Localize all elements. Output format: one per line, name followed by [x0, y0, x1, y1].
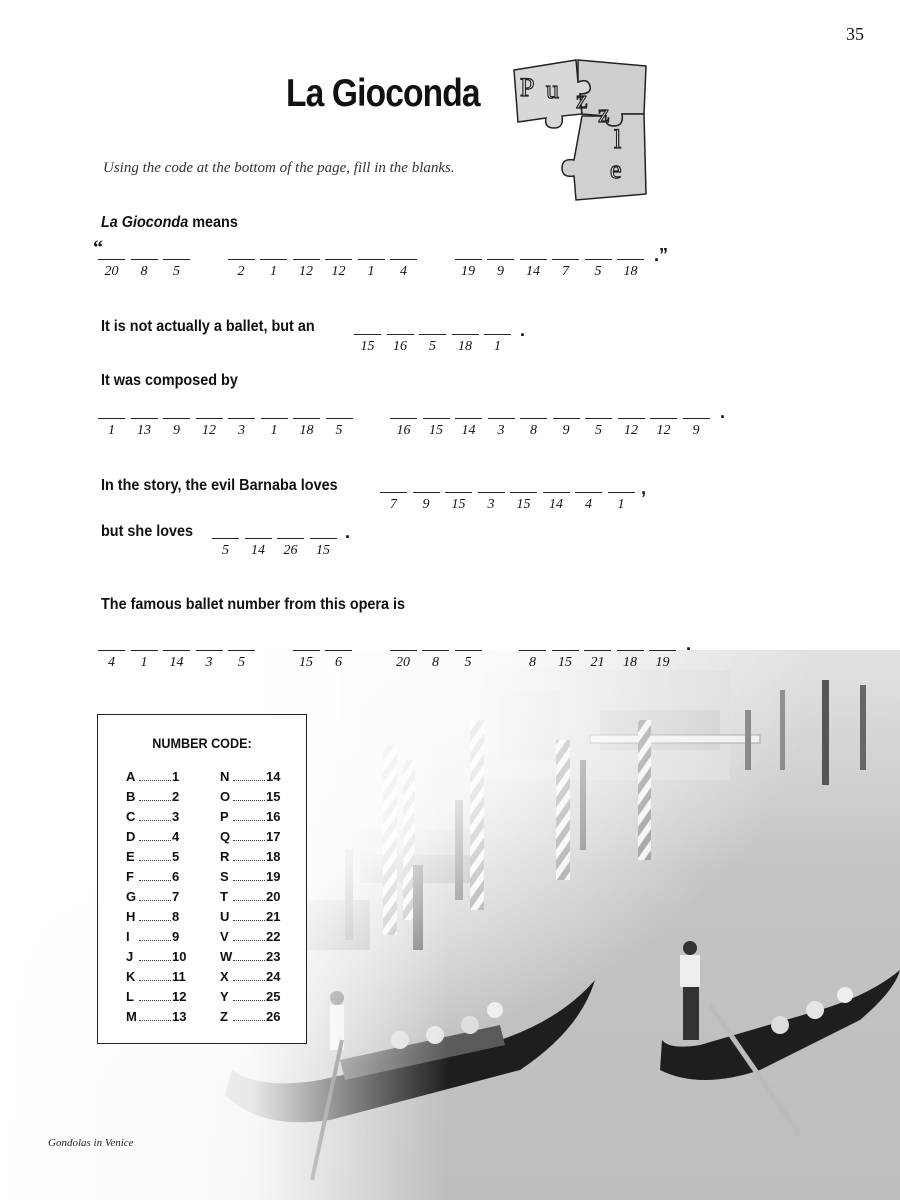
code-letter: Z [220, 1009, 228, 1024]
code-leader-dots [139, 880, 171, 881]
letter-blank[interactable]: 1 [131, 650, 158, 670]
code-leader-dots [233, 860, 265, 861]
code-letter: J [126, 949, 134, 964]
letter-blank[interactable]: 6 [325, 650, 352, 670]
code-leader-dots [233, 900, 265, 901]
code-letter: K [126, 969, 136, 984]
letter-blank[interactable]: 9 [413, 492, 440, 512]
code-leader-dots [139, 860, 171, 861]
letter-blank[interactable]: 4 [390, 259, 417, 279]
word-gap [487, 650, 519, 670]
code-letter: F [126, 869, 134, 884]
code-letter: L [126, 989, 134, 1004]
code-entry [126, 969, 186, 989]
code-number: 21 [266, 909, 281, 924]
letter-blank[interactable]: 9 [683, 418, 710, 438]
code-letter: R [220, 849, 230, 864]
code-letter: M [126, 1009, 137, 1024]
letter-blank[interactable]: 5 [585, 418, 612, 438]
code-letter: H [126, 909, 136, 924]
letter-blank[interactable]: 15 [310, 538, 337, 558]
letter-blank[interactable]: 16 [387, 334, 414, 354]
code-leader-dots [139, 780, 171, 781]
question-2-punct: . [520, 320, 526, 340]
letter-blank[interactable]: 8 [519, 650, 546, 670]
letter-blank[interactable]: 2 [228, 259, 255, 279]
question-2-text: It is not actually a ballet, but an [101, 318, 315, 335]
letter-blank[interactable]: 3 [228, 418, 255, 438]
code-entry [220, 889, 280, 909]
question-6-text: The famous ballet number from this opera is [101, 596, 406, 613]
code-number: 18 [266, 849, 281, 864]
code-leader-dots [233, 880, 265, 881]
word-gap [358, 650, 390, 670]
code-leader-dots [139, 1020, 171, 1021]
question-4-text: In the story, the evil Barnaba loves [101, 477, 338, 494]
code-number: 8 [172, 909, 180, 924]
letter-blank[interactable]: 4 [98, 650, 125, 670]
letter-blank[interactable]: 20 [390, 650, 417, 670]
code-leader-dots [233, 1020, 265, 1021]
letter-blank[interactable]: 12 [650, 418, 677, 438]
code-leader-dots [233, 800, 265, 801]
puzzle-letter: u [546, 75, 559, 104]
code-letter: V [220, 929, 229, 944]
letter-blank[interactable]: 18 [452, 334, 479, 354]
letter-blank[interactable]: 1 [98, 418, 125, 438]
code-leader-dots [233, 940, 265, 941]
code-entry [126, 829, 186, 849]
code-entry [126, 769, 186, 789]
code-entry [126, 809, 186, 829]
page-number: 35 [846, 24, 864, 44]
letter-blank[interactable]: 15 [552, 650, 579, 670]
code-letter: E [126, 849, 135, 864]
code-letter: U [220, 909, 230, 924]
code-entry [220, 929, 280, 949]
answer-blanks-4 [380, 492, 640, 512]
answer-blanks-2 [354, 334, 517, 354]
code-letter: P [220, 809, 229, 824]
letter-blank[interactable]: 15 [293, 650, 320, 670]
open-quote: “ [93, 237, 103, 259]
puzzle-letter: z [576, 85, 588, 114]
letter-blank[interactable]: 3 [478, 492, 505, 512]
letter-blank[interactable]: 5 [455, 650, 482, 670]
code-leader-dots [139, 920, 171, 921]
letter-blank[interactable]: 8 [520, 418, 547, 438]
answer-blanks-6 [98, 650, 682, 670]
question-3-text: It was composed by [101, 372, 238, 389]
question-1-text [101, 214, 238, 232]
code-entry [220, 829, 280, 849]
code-leader-dots [139, 980, 171, 981]
code-leader-dots [139, 940, 171, 941]
code-leader-dots [233, 820, 265, 821]
letter-blank[interactable]: 9 [163, 418, 190, 438]
letter-blank[interactable]: 26 [277, 538, 304, 558]
code-number: 24 [266, 969, 281, 984]
code-number: 20 [266, 889, 281, 904]
letter-blank[interactable]: 5 [419, 334, 446, 354]
code-number: 17 [266, 829, 281, 844]
letter-blank[interactable]: 4 [575, 492, 602, 512]
code-leader-dots [233, 840, 265, 841]
code-number: 23 [266, 949, 281, 964]
question-4-punct: , [641, 478, 647, 498]
letter-blank[interactable]: 14 [520, 259, 547, 279]
letter-blank[interactable]: 19 [455, 259, 482, 279]
code-number: 22 [266, 929, 281, 944]
code-entry [126, 869, 186, 889]
answer-blanks-5 [212, 538, 342, 558]
code-number: 15 [266, 789, 281, 804]
letter-blank[interactable]: 1 [484, 334, 511, 354]
code-letter: A [126, 769, 136, 784]
letter-blank[interactable]: 12 [196, 418, 223, 438]
letter-blank[interactable]: 16 [390, 418, 417, 438]
letter-blank[interactable]: 19 [649, 650, 676, 670]
code-entry [126, 949, 186, 969]
code-entry [126, 849, 186, 869]
code-letter: N [220, 769, 230, 784]
code-letter: I [126, 929, 130, 944]
code-entry [220, 789, 280, 809]
letter-blank[interactable]: 14 [245, 538, 272, 558]
letter-blank[interactable]: 18 [617, 650, 644, 670]
code-number: 6 [172, 869, 180, 884]
word-gap [423, 259, 455, 279]
code-entry [220, 849, 280, 869]
code-entry [126, 929, 186, 949]
code-entry [220, 989, 280, 1009]
instructions: Using the code at the bottom of the page, fill in the blanks. [103, 160, 455, 176]
question-5-punct: . [345, 522, 351, 542]
code-entry [126, 1009, 186, 1029]
letter-blank[interactable]: 5 [163, 259, 190, 279]
code-number: 26 [266, 1009, 281, 1024]
letter-blank[interactable]: 1 [260, 259, 287, 279]
code-leader-dots [233, 920, 265, 921]
code-letter: O [220, 789, 231, 804]
word-gap [358, 418, 390, 438]
code-letter: Y [220, 989, 229, 1004]
letter-blank[interactable]: 12 [325, 259, 352, 279]
letter-blank[interactable]: 8 [131, 259, 158, 279]
puzzle-letter: z [598, 99, 610, 128]
number-code-box [97, 714, 307, 1044]
code-leader-dots [139, 800, 171, 801]
code-number: 3 [172, 809, 180, 824]
code-number: 12 [172, 989, 187, 1004]
question-6-punct: . [686, 634, 692, 654]
code-number: 10 [172, 949, 187, 964]
puzzle-letter: e [610, 155, 622, 184]
letter-blank[interactable]: 18 [617, 259, 644, 279]
letter-blank[interactable]: 9 [487, 259, 514, 279]
question-5-text: but she loves [101, 523, 194, 540]
letter-blank[interactable]: 9 [553, 418, 580, 438]
code-entry [220, 1009, 280, 1029]
letter-blank[interactable]: 20 [98, 259, 125, 279]
code-entry [220, 869, 280, 889]
answer-blanks-3 [98, 418, 715, 438]
letter-blank[interactable]: 12 [293, 259, 320, 279]
code-number: 19 [266, 869, 281, 884]
code-entry [220, 809, 280, 829]
code-letter: D [126, 829, 136, 844]
letter-blank[interactable]: 15 [354, 334, 381, 354]
number-code-title: NUMBER CODE: [152, 735, 252, 751]
code-entry [126, 889, 186, 909]
letter-blank[interactable]: 3 [488, 418, 515, 438]
code-letter: T [220, 889, 228, 904]
code-letter: Q [220, 829, 231, 844]
letter-blank[interactable]: 5 [228, 650, 255, 670]
puzzle-letter: l [614, 125, 622, 154]
letter-blank[interactable]: 12 [618, 418, 645, 438]
code-number: 7 [172, 889, 180, 904]
code-entry [126, 989, 186, 1009]
code-letter: X [220, 969, 229, 984]
code-leader-dots [139, 820, 171, 821]
code-letter: B [126, 789, 136, 804]
code-number: 9 [172, 929, 180, 944]
letter-blank[interactable]: 3 [196, 650, 223, 670]
code-leader-dots [139, 840, 171, 841]
code-leader-dots [233, 960, 265, 961]
code-letter: C [126, 809, 136, 824]
letter-blank[interactable]: 5 [585, 259, 612, 279]
code-leader-dots [233, 980, 265, 981]
letter-blank[interactable]: 15 [445, 492, 472, 512]
code-letter: S [220, 869, 229, 884]
word-gap [196, 259, 228, 279]
question-3-punct: . [720, 402, 726, 422]
code-number: 4 [172, 829, 180, 844]
letter-blank[interactable]: 8 [422, 650, 449, 670]
page-title: La Gioconda [286, 72, 480, 115]
code-letter: G [126, 889, 137, 904]
code-leader-dots [233, 780, 265, 781]
code-leader-dots [139, 960, 171, 961]
code-entry [126, 909, 186, 929]
code-number: 25 [266, 989, 281, 1004]
code-letter: W [220, 949, 233, 964]
letter-blank[interactable]: 5 [212, 538, 239, 558]
code-leader-dots [139, 1000, 171, 1001]
code-entry [126, 789, 186, 809]
letter-blank[interactable]: 14 [163, 650, 190, 670]
letter-blank[interactable]: 14 [543, 492, 570, 512]
letter-blank[interactable]: 7 [552, 259, 579, 279]
code-number: 14 [266, 769, 281, 784]
question-1-emphasis: La Gioconda [101, 214, 189, 231]
code-leader-dots [233, 1000, 265, 1001]
code-entry [220, 769, 280, 789]
code-number: 16 [266, 809, 281, 824]
letter-blank[interactable]: 7 [380, 492, 407, 512]
photo-caption: Gondolas in Venice [48, 1137, 134, 1149]
question-1-label: means [188, 214, 238, 231]
code-entry [220, 949, 280, 969]
letter-blank[interactable]: 15 [510, 492, 537, 512]
close-quote: .” [654, 245, 669, 265]
letter-blank[interactable]: 5 [326, 418, 353, 438]
answer-blanks-1 [98, 259, 650, 279]
code-entry [220, 969, 280, 989]
word-gap [261, 650, 293, 670]
letter-blank[interactable]: 1 [358, 259, 385, 279]
letter-blank[interactable]: 21 [584, 650, 611, 670]
puzzle-pieces-icon [506, 52, 656, 204]
code-number: 1 [172, 769, 180, 784]
letter-blank[interactable]: 1 [608, 492, 635, 512]
letter-blank[interactable]: 1 [261, 418, 288, 438]
code-number: 13 [172, 1009, 187, 1024]
code-number: 5 [172, 849, 180, 864]
code-entry [220, 909, 280, 929]
letter-blank[interactable]: 14 [455, 418, 482, 438]
puzzle-letter: P [520, 73, 535, 102]
letter-blank[interactable]: 15 [423, 418, 450, 438]
code-number: 11 [172, 969, 186, 984]
number-code-right-column [220, 769, 280, 1029]
number-code-left-column [126, 769, 186, 1029]
code-leader-dots [139, 900, 171, 901]
code-number: 2 [172, 789, 180, 804]
letter-blank[interactable]: 13 [131, 418, 158, 438]
letter-blank[interactable]: 18 [293, 418, 320, 438]
